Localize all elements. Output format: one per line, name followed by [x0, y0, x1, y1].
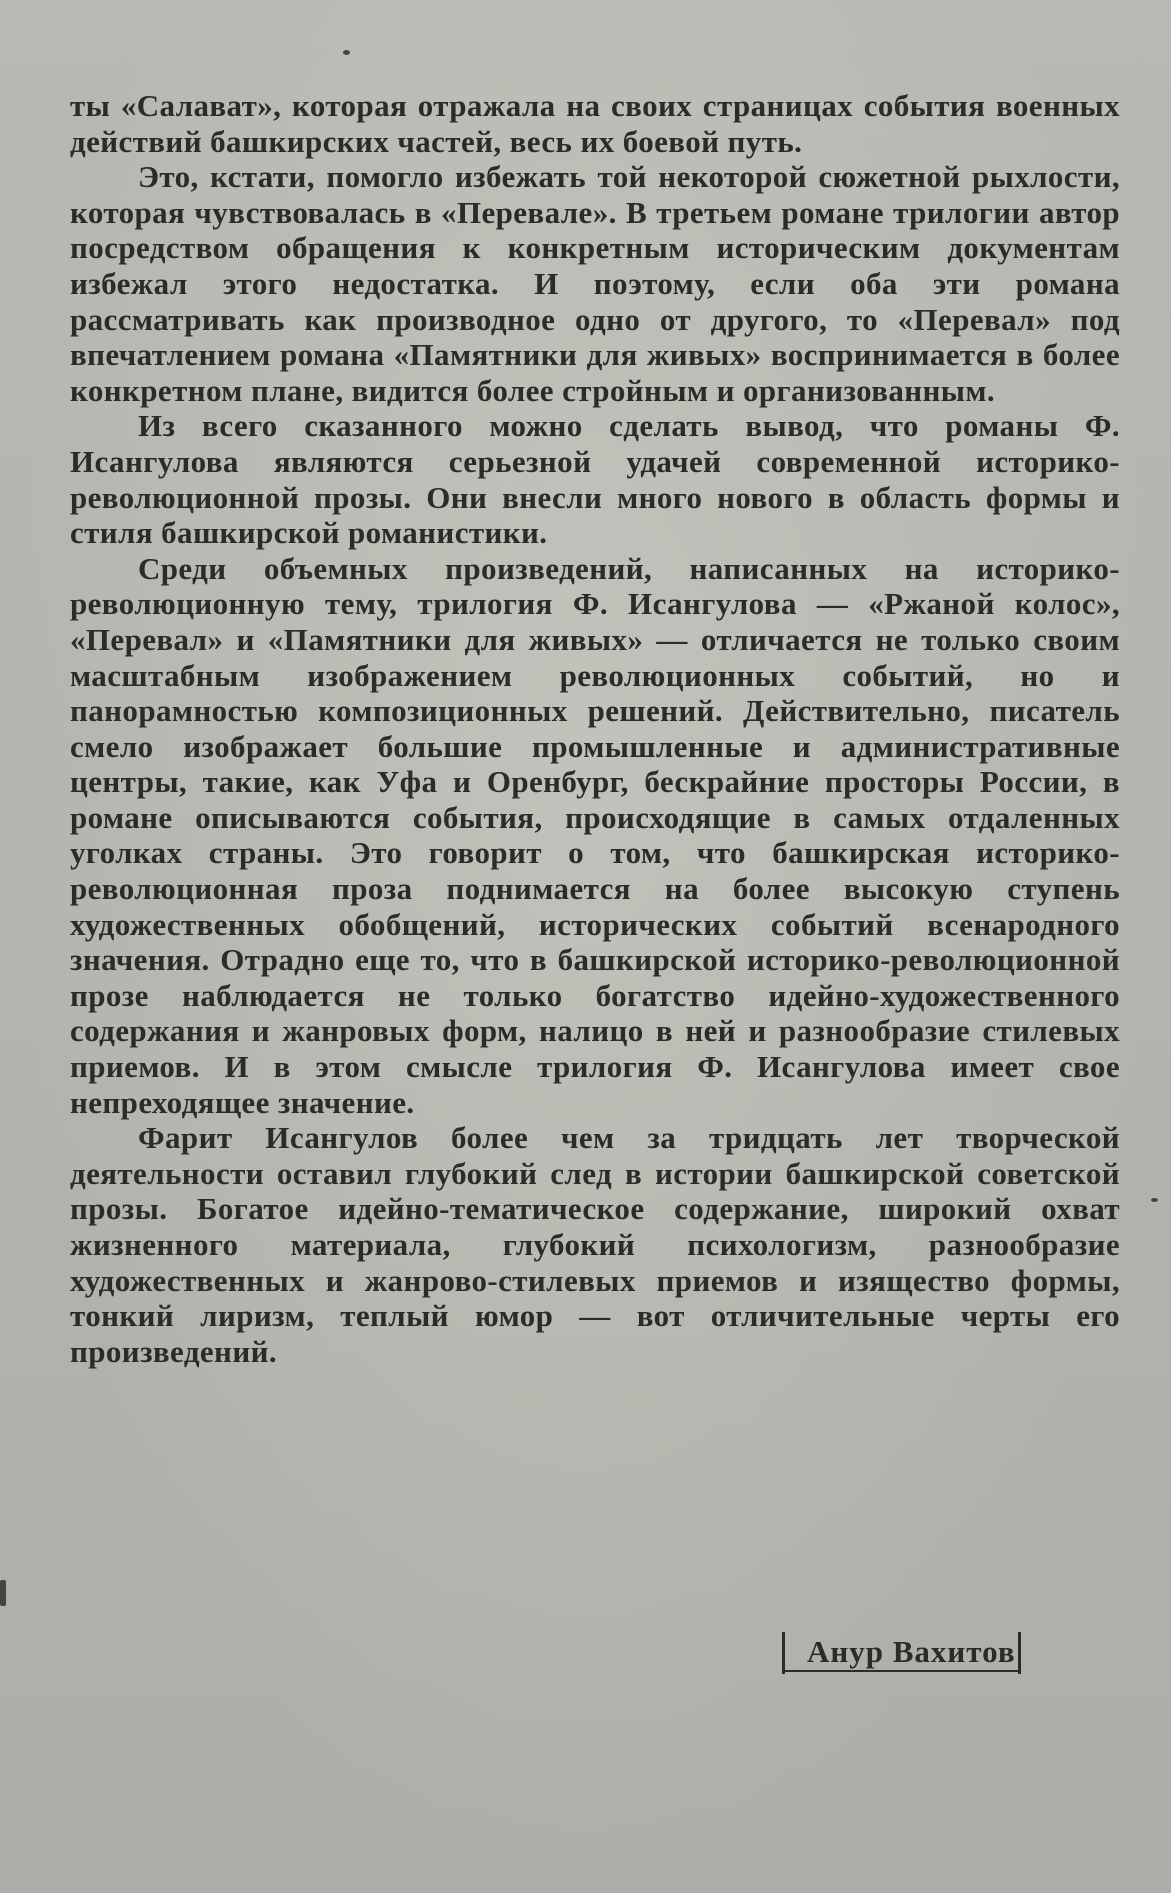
author-name: Анур Вахитов	[785, 1634, 1018, 1672]
ink-speck	[0, 1580, 6, 1606]
ink-speck	[343, 50, 350, 55]
author-signature	[782, 1632, 1021, 1674]
paragraph: Фарит Исангулов более чем за тридцать лет творческой деятельности оставил глубокий след в истории башкирской советской прозы. Богатое идейно-тематическое содержание, широкий охват жизненного материала, глубокий психологизм, разнообразие художественных и жанрово-стилевых приемов и изящество формы, тонкий лиризм, теплый юмор — вот отличительные черты его произведений.	[70, 1120, 1120, 1369]
body-text	[70, 88, 1120, 1369]
paragraph: Из всего сказанного можно сделать вывод, что романы Ф. Исангулова являются серьезной удачей современной историко-революционной прозы. Они внесли много нового в область формы и стиля башкирской романистики.	[70, 408, 1120, 551]
ink-speck	[1151, 1198, 1158, 1202]
signature-bracket-right	[1018, 1632, 1021, 1674]
paragraph: Это, кстати, помогло избежать той некоторой сюжетной рыхлости, которая чувствовалась в «Перевале». В третьем романе трилогии автор посредством обращения к конкретным историческим документам избежал этого недостатка. И поэтому, если оба эти романа рассматривать как производное одно от другого, то «Перевал» под впечатлением романа «Памятники для живых» воспринимается в более конкретном плане, видится более стройным и организованным.	[70, 159, 1120, 408]
paragraph: Среди объемных произведений, написанных на историко-революционную тему, трилогия Ф. Исангулова — «Ржаной колос», «Перевал» и «Памятники для живых» — отличается не только своим масштабным изображением революционных событий, но и панорамностью композиционных решений. Действительно, писатель смело изображает большие промышленные и административные центры, такие, как Уфа и Оренбург, бескрайние просторы России, в романе описываются события, происходящие в самых отдаленных уголках страны. Это говорит о том, что башкирская историко-революционная проза поднимается на более высокую ступень художественных обобщений, исторических событий всенародного значения. Отрадно еще то, что в башкирской историко-революционной прозе наблюдается не только богатство идейно-художественного содержания и жанровых форм, налицо в ней и разнообразие стилевых приемов. И в этом смысле трилогия Ф. Исангулова имеет свое непреходящее значение.	[70, 550, 1120, 1120]
paragraph-continued: ты «Салават», которая отражала на своих страницах события военных действий башкирских частей, весь их боевой путь.	[70, 88, 1120, 159]
